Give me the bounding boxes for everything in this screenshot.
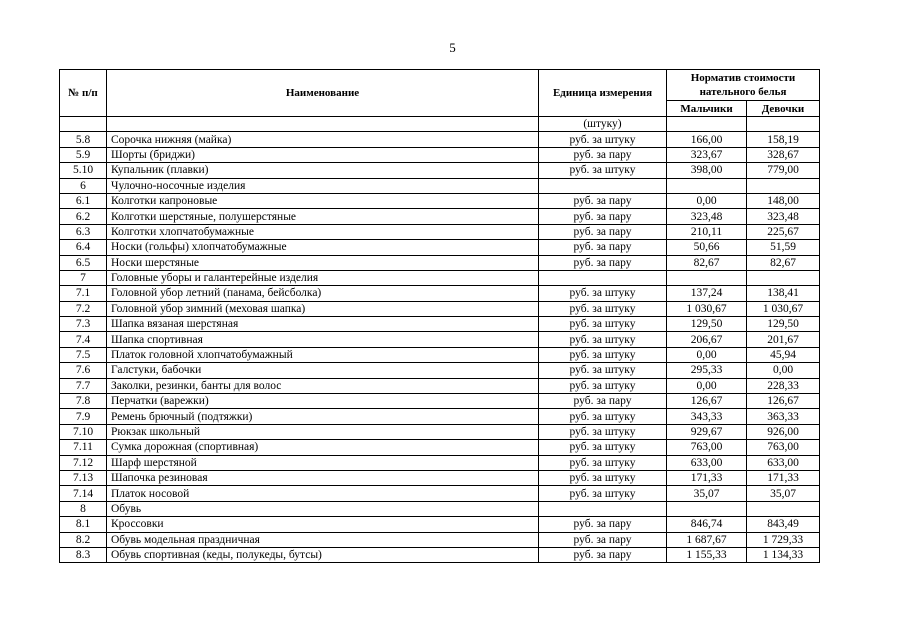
row-boys-value: 35,07	[667, 486, 747, 501]
table-row	[60, 378, 820, 393]
row-girls-value: 138,41	[747, 286, 820, 301]
row-name: Колготки хлопчатобумажные	[107, 224, 539, 239]
table-row	[60, 363, 820, 378]
row-name: Шапка спортивная	[107, 332, 539, 347]
row-boys-value: 129,50	[667, 317, 747, 332]
row-girls-value: 126,67	[747, 394, 820, 409]
row-boys-value	[667, 501, 747, 516]
table-row	[60, 317, 820, 332]
table-row	[60, 255, 820, 270]
row-boys-value: 398,00	[667, 163, 747, 178]
row-boys-value: 137,24	[667, 286, 747, 301]
table-row	[60, 455, 820, 470]
row-unit: руб. за пару	[539, 224, 667, 239]
row-number: 7.9	[60, 409, 107, 424]
row-unit: руб. за пару	[539, 193, 667, 208]
page-number: 5	[449, 40, 456, 55]
row-name: Платок головной хлопчатобумажный	[107, 347, 539, 362]
row-boys-value	[667, 117, 747, 132]
table-row	[60, 424, 820, 439]
row-boys-value: 166,00	[667, 132, 747, 147]
row-boys-value: 206,67	[667, 332, 747, 347]
row-boys-value: 323,48	[667, 209, 747, 224]
row-boys-value: 82,67	[667, 255, 747, 270]
row-number: 7.12	[60, 455, 107, 470]
header-unit: Единица измерения	[539, 70, 667, 117]
row-girls-value: 129,50	[747, 317, 820, 332]
row-name: Купальник (плавки)	[107, 163, 539, 178]
table-row	[60, 486, 820, 501]
row-name: Обувь	[107, 501, 539, 516]
table-row	[60, 409, 820, 424]
row-girls-value: 1 134,33	[747, 547, 820, 562]
row-number: 6	[60, 178, 107, 193]
header-girls: Девочки	[747, 101, 820, 117]
table-row	[60, 224, 820, 239]
row-girls-value	[747, 117, 820, 132]
row-girls-value: 158,19	[747, 132, 820, 147]
row-boys-value: 323,67	[667, 147, 747, 162]
row-name: Сумка дорожная (спортивная)	[107, 440, 539, 455]
row-girls-value: 363,33	[747, 409, 820, 424]
row-unit: руб. за штуку	[539, 363, 667, 378]
norms-table	[59, 69, 820, 563]
table-row	[60, 147, 820, 162]
table-body	[60, 117, 820, 563]
row-unit: руб. за пару	[539, 255, 667, 270]
row-boys-value	[667, 178, 747, 193]
row-boys-value: 1 030,67	[667, 301, 747, 316]
row-boys-value: 126,67	[667, 394, 747, 409]
row-girls-value: 843,49	[747, 517, 820, 532]
row-boys-value: 50,66	[667, 240, 747, 255]
row-number: 6.5	[60, 255, 107, 270]
row-number: 6.2	[60, 209, 107, 224]
row-name: Обувь модельная праздничная	[107, 532, 539, 547]
row-number: 6.3	[60, 224, 107, 239]
row-unit: руб. за штуку	[539, 286, 667, 301]
row-name: Колготки шерстяные, полушерстяные	[107, 209, 539, 224]
row-name: Галстуки, бабочки	[107, 363, 539, 378]
row-number: 6.1	[60, 193, 107, 208]
row-name: Колготки капроновые	[107, 193, 539, 208]
table-row	[60, 209, 820, 224]
row-girls-value: 82,67	[747, 255, 820, 270]
row-number: 5.9	[60, 147, 107, 162]
row-name: Головной убор зимний (меховая шапка)	[107, 301, 539, 316]
row-number: 8.1	[60, 517, 107, 532]
row-unit: руб. за пару	[539, 517, 667, 532]
row-number	[60, 117, 107, 132]
row-unit: руб. за штуку	[539, 332, 667, 347]
table-row	[60, 178, 820, 193]
table-row	[60, 440, 820, 455]
row-number: 7.10	[60, 424, 107, 439]
header-norm-line1: Норматив стоимости	[690, 72, 796, 84]
row-name: Платок носовой	[107, 486, 539, 501]
table-row	[60, 163, 820, 178]
row-unit: руб. за штуку	[539, 317, 667, 332]
row-girls-value: 926,00	[747, 424, 820, 439]
row-girls-value: 51,59	[747, 240, 820, 255]
row-number: 7.8	[60, 394, 107, 409]
row-girls-value: 323,48	[747, 209, 820, 224]
row-number: 7.13	[60, 470, 107, 485]
row-girls-value: 45,94	[747, 347, 820, 362]
row-unit: руб. за штуку	[539, 470, 667, 485]
row-girls-value: 1 030,67	[747, 301, 820, 316]
row-boys-value: 210,11	[667, 224, 747, 239]
row-girls-value: 225,67	[747, 224, 820, 239]
row-name: Шапочка резиновая	[107, 470, 539, 485]
row-boys-value: 633,00	[667, 455, 747, 470]
row-boys-value: 763,00	[667, 440, 747, 455]
row-unit: руб. за пару	[539, 240, 667, 255]
header-norm-line2: нательного белья	[699, 86, 787, 98]
row-unit: руб. за штуку	[539, 440, 667, 455]
header-norm	[667, 70, 820, 101]
row-unit	[539, 501, 667, 516]
row-boys-value	[667, 270, 747, 285]
row-boys-value: 0,00	[667, 347, 747, 362]
table-row	[60, 270, 820, 285]
row-unit: руб. за пару	[539, 394, 667, 409]
row-boys-value: 1 687,67	[667, 532, 747, 547]
row-number: 7.2	[60, 301, 107, 316]
row-boys-value: 0,00	[667, 378, 747, 393]
row-boys-value: 343,33	[667, 409, 747, 424]
header-boys: Мальчики	[667, 101, 747, 117]
row-unit: руб. за штуку	[539, 163, 667, 178]
row-number: 7.4	[60, 332, 107, 347]
row-name: Сорочка нижняя (майка)	[107, 132, 539, 147]
row-number: 8.3	[60, 547, 107, 562]
row-girls-value: 779,00	[747, 163, 820, 178]
row-name: Шапка вязаная шерстяная	[107, 317, 539, 332]
row-girls-value: 633,00	[747, 455, 820, 470]
row-boys-value: 295,33	[667, 363, 747, 378]
row-boys-value: 846,74	[667, 517, 747, 532]
row-unit	[539, 178, 667, 193]
row-unit: руб. за пару	[539, 532, 667, 547]
row-number: 7.1	[60, 286, 107, 301]
row-girls-value	[747, 501, 820, 516]
row-name: Головные уборы и галантерейные изделия	[107, 270, 539, 285]
row-unit: руб. за штуку	[539, 301, 667, 316]
row-girls-value	[747, 270, 820, 285]
row-boys-value: 929,67	[667, 424, 747, 439]
row-number: 5.10	[60, 163, 107, 178]
row-girls-value: 228,33	[747, 378, 820, 393]
row-unit: руб. за пару	[539, 547, 667, 562]
row-name: Шарф шерстяной	[107, 455, 539, 470]
row-unit: руб. за штуку	[539, 378, 667, 393]
table-row	[60, 394, 820, 409]
table-row	[60, 193, 820, 208]
row-name: Заколки, резинки, банты для волос	[107, 378, 539, 393]
row-name	[107, 117, 539, 132]
table-row	[60, 347, 820, 362]
row-name: Рюкзак школьный	[107, 424, 539, 439]
table-row	[60, 532, 820, 547]
row-unit: руб. за пару	[539, 209, 667, 224]
row-number: 7.14	[60, 486, 107, 501]
table-row	[60, 240, 820, 255]
row-girls-value: 328,67	[747, 147, 820, 162]
row-number: 7.5	[60, 347, 107, 362]
row-unit: руб. за штуку	[539, 486, 667, 501]
row-unit: руб. за пару	[539, 147, 667, 162]
table-row	[60, 547, 820, 562]
row-unit: руб. за штуку	[539, 424, 667, 439]
table-row	[60, 517, 820, 532]
row-number: 8	[60, 501, 107, 516]
row-unit: руб. за штуку	[539, 132, 667, 147]
row-girls-value	[747, 178, 820, 193]
row-unit: руб. за штуку	[539, 347, 667, 362]
row-number: 8.2	[60, 532, 107, 547]
row-name: Обувь спортивная (кеды, полукеды, бутсы)	[107, 547, 539, 562]
row-name: Кроссовки	[107, 517, 539, 532]
row-name: Шорты (бриджи)	[107, 147, 539, 162]
table-row	[60, 501, 820, 516]
row-name: Чулочно-носочные изделия	[107, 178, 539, 193]
row-number: 7.6	[60, 363, 107, 378]
row-boys-value: 1 155,33	[667, 547, 747, 562]
table-row	[60, 301, 820, 316]
header-number: № п/п	[60, 70, 107, 117]
table-row	[60, 117, 820, 132]
row-number: 6.4	[60, 240, 107, 255]
row-number: 7.11	[60, 440, 107, 455]
row-boys-value: 0,00	[667, 193, 747, 208]
row-name: Ремень брючный (подтяжки)	[107, 409, 539, 424]
row-unit: руб. за штуку	[539, 409, 667, 424]
row-unit	[539, 270, 667, 285]
table-row	[60, 132, 820, 147]
row-unit: (штуку)	[539, 117, 667, 132]
row-girls-value: 1 729,33	[747, 532, 820, 547]
header-name: Наименование	[107, 70, 539, 117]
row-number: 7.7	[60, 378, 107, 393]
row-number: 7	[60, 270, 107, 285]
row-name: Носки шерстяные	[107, 255, 539, 270]
row-girls-value: 171,33	[747, 470, 820, 485]
row-girls-value: 35,07	[747, 486, 820, 501]
row-girls-value: 763,00	[747, 440, 820, 455]
row-unit: руб. за штуку	[539, 455, 667, 470]
table-row	[60, 332, 820, 347]
row-number: 7.3	[60, 317, 107, 332]
table-row	[60, 286, 820, 301]
table-row	[60, 470, 820, 485]
row-girls-value: 0,00	[747, 363, 820, 378]
row-name: Носки (гольфы) хлопчатобумажные	[107, 240, 539, 255]
row-number: 5.8	[60, 132, 107, 147]
row-boys-value: 171,33	[667, 470, 747, 485]
row-girls-value: 148,00	[747, 193, 820, 208]
row-name: Перчатки (варежки)	[107, 394, 539, 409]
row-girls-value: 201,67	[747, 332, 820, 347]
row-name: Головной убор летний (панама, бейсболка)	[107, 286, 539, 301]
